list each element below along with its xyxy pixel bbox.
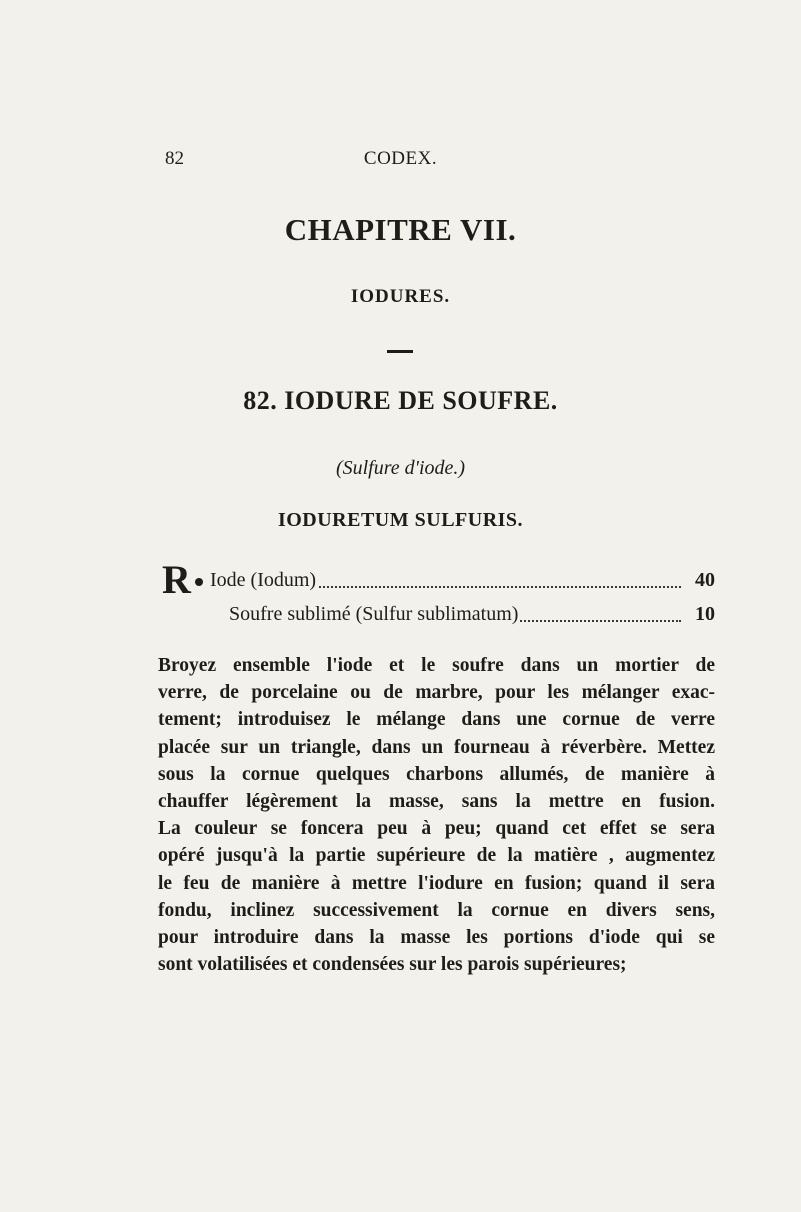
body-line: le feu de manière à mettre l'iodure en fusion; quand il sera — [158, 872, 715, 894]
ingredient-quantity: 40 — [695, 569, 715, 591]
body-line: pour introduire dans la masse les portions d'iode qui se — [158, 927, 715, 949]
ingredient-name: Soufre sublimé (Sulfur sublimatum) — [229, 600, 520, 628]
ingredient-row — [229, 600, 715, 628]
body-line: placée sur un triangle, dans un fourneau à réverbère. Mettez — [158, 736, 715, 758]
article-synonym — [0, 457, 801, 480]
article-title: 82. IODURE DE SOUFRE. — [243, 386, 558, 415]
body-line: tement; introduisez le mélange dans une cornue de verre — [158, 709, 715, 731]
section-title: IODURES. — [350, 286, 451, 307]
body-paragraph — [158, 652, 715, 978]
running-head — [0, 148, 801, 178]
page-number: 82 — [165, 148, 184, 169]
body-line: sont volatilisées et condensées sur les parois supérieures; — [158, 954, 627, 976]
recipe-dot — [195, 578, 203, 586]
body-line: sous la cornue quelques charbons allumés, de manière à — [158, 763, 715, 785]
body-line: La couleur se foncera peu à peu; quand cet effet se sera — [158, 818, 715, 840]
ingredient-quantity: 10 — [695, 603, 715, 625]
running-title: CODEX. — [363, 148, 438, 169]
body-line: Broyez ensemble l'iode et le soufre dans un mortier de — [158, 655, 715, 676]
ingredient-name: Iode (Iodum) — [210, 566, 318, 594]
synonym-text: (Sulfure d'iode.) — [335, 457, 466, 479]
recipe-symbol: R — [162, 557, 191, 602]
latin-name: IODURETUM SULFURIS. — [277, 509, 524, 531]
chapter-title: CHAPITRE VII. — [284, 212, 517, 247]
body-line: verre, de porcelaine ou de marbre, pour les mélanger exac- — [158, 682, 715, 704]
ingredient-row — [210, 566, 715, 594]
body-line: fondu, inclinez successivement la cornue en divers sens, — [158, 899, 715, 921]
body-line: chauffer légèrement la masse, sans la mettre en fusion. — [158, 791, 715, 813]
section-divider — [387, 350, 413, 353]
body-line: opéré jusqu'à la partie supérieure de la matière , augmentez — [158, 845, 715, 867]
